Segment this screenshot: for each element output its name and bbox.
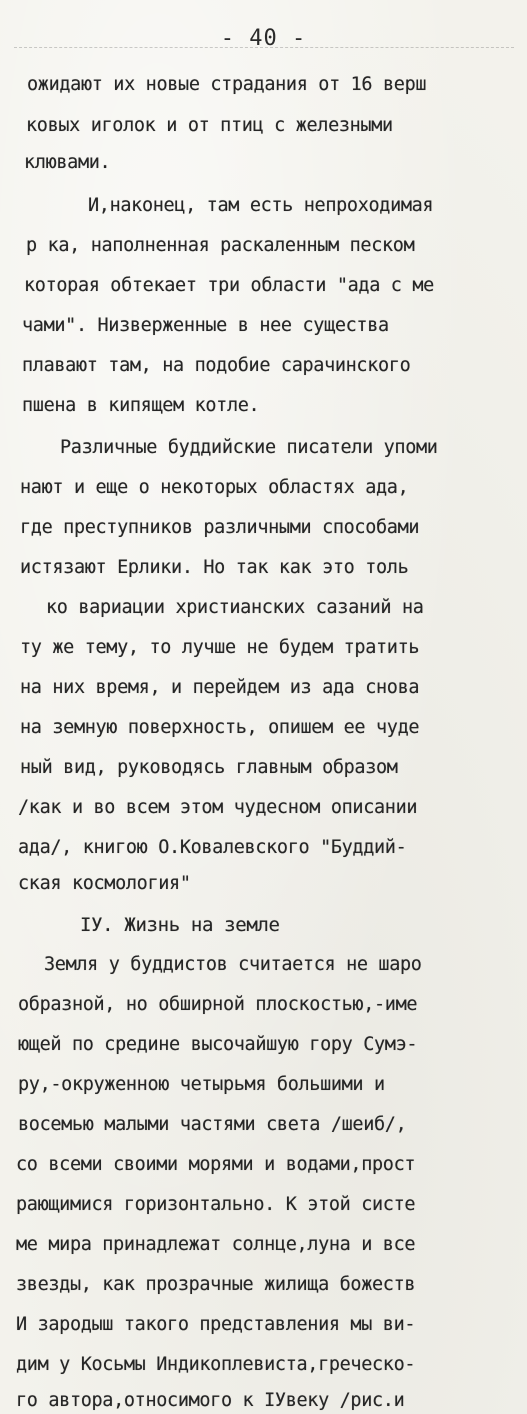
text-line: нают и еще о некоторых областях ада, — [20, 477, 409, 498]
text-line: ада/, книгою О.Ковалевского "Буддий- — [18, 837, 407, 858]
page-number: - 40 - — [220, 26, 307, 51]
text-line: ный вид, руководясь главным образом — [20, 757, 398, 778]
section-heading: ІУ. Жизнь на земле — [80, 914, 280, 936]
text-line: И зародыш такого представления мы ви- — [16, 1314, 416, 1335]
text-line: ковых иголок и от птиц с железными — [26, 115, 393, 136]
text-line: где преступников различными способами — [20, 517, 420, 538]
text-line: ская космология" — [18, 873, 191, 894]
text-line: /как и во всем этом чудесном описании — [18, 797, 418, 818]
text-line: Земля у буддистов считается не шаро — [44, 954, 422, 975]
text-line: клювами. — [24, 152, 111, 173]
text-line: го автора,относимого к ІУвеку /рис.и — [16, 1390, 405, 1411]
text-line: ожидают их новые страдания от 16 верш — [27, 74, 427, 95]
text-line: ту же тему, то лучше не будем тратить — [20, 637, 420, 658]
text-line: ру,-окруженною четырьмя большими и — [18, 1074, 385, 1095]
text-line: звезды, как прозрачные жилища божеств — [16, 1274, 416, 1295]
text-line: на земную поверхность, опишем ее чуде — [20, 717, 420, 738]
text-line: ющей по средине высочайшую гору Сумэ- — [18, 1034, 418, 1055]
text-line: со всеми своими морями и водами,прост — [16, 1154, 416, 1175]
text-line: пшена в кипящем котле. — [22, 395, 260, 416]
text-line: р ка, наполненная раскаленным песком — [26, 235, 415, 256]
text-line: восемью малыми частями света /шеиб/, — [18, 1114, 407, 1135]
text-line: И,наконец, там есть непроходимая — [88, 195, 434, 216]
text-line: Различные буддийские писатели упоми — [60, 437, 438, 458]
text-line: дим у Косьмы Индикоплевиста,греческо- — [16, 1354, 416, 1375]
text-line: образной, но обширной плоскостью,-име — [18, 994, 418, 1015]
text-line: рающимися горизонтально. К этой систе — [16, 1194, 416, 1215]
text-line: истязают Ерлики. Но так как это толь — [20, 557, 409, 578]
text-line: чами". Низверженные в нее существа — [22, 315, 389, 336]
text-line: ме мира принадлежат солнце,луна и все — [16, 1234, 416, 1255]
text-line: которая обтекает три области "ада с ме — [24, 275, 434, 296]
text-line: ко вариации христианских сазаний на — [46, 597, 424, 618]
text-line: плавают там, на подобие сарачинского — [22, 355, 411, 376]
text-line: на них время, и перейдем из ада снова — [20, 677, 420, 698]
